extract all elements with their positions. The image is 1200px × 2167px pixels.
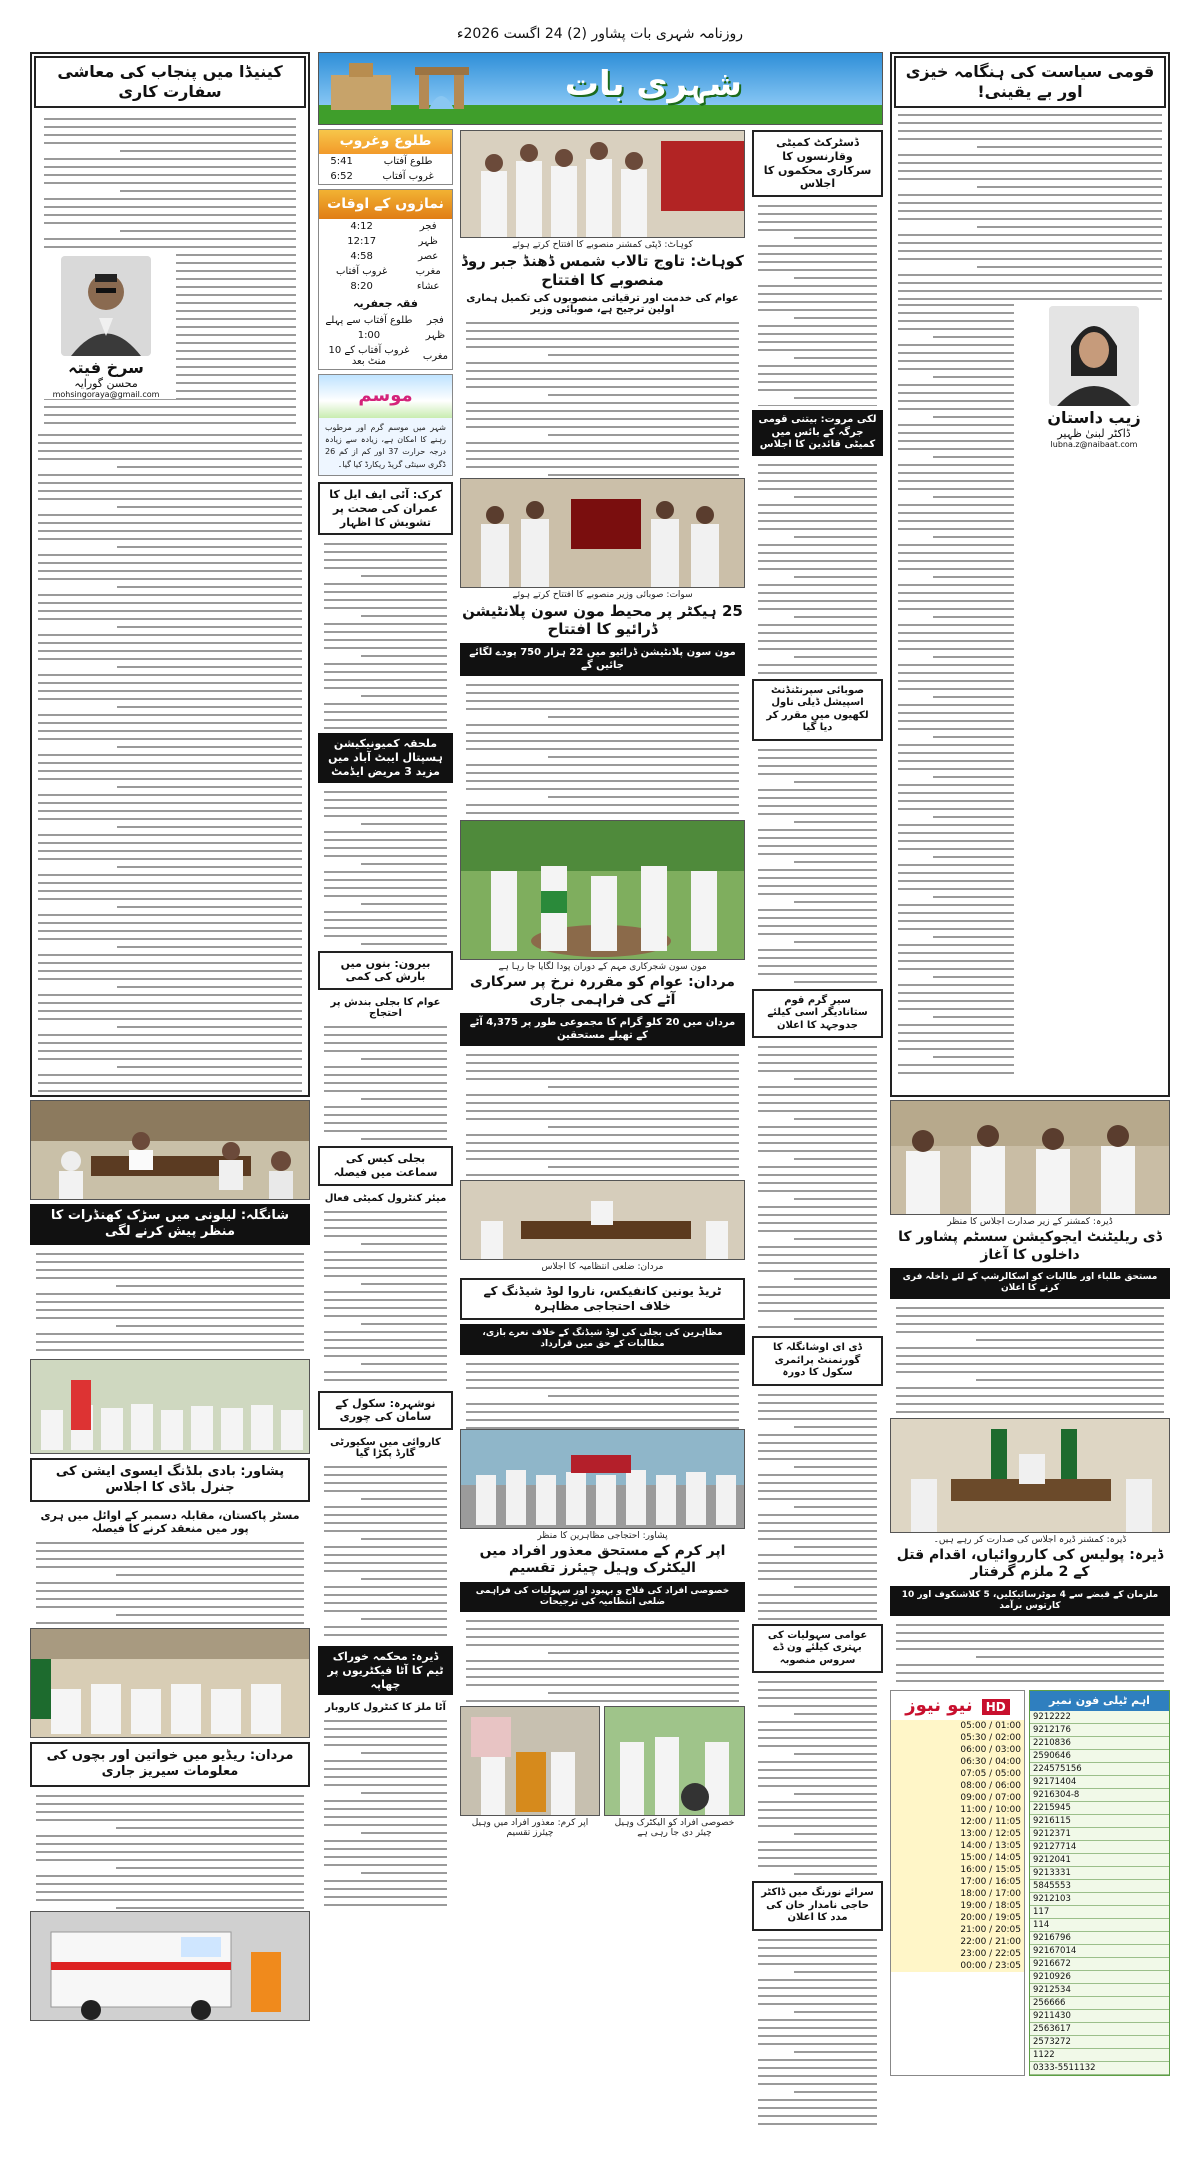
tv-schedule-time: 23:05 / 00:00 (960, 1961, 1021, 1971)
author-photo-icon (61, 256, 151, 356)
tv-schedule-row (891, 1936, 1024, 1948)
shangla-headline: شانگلہ: لیلونی میں سڑک کھنڈرات کا منظر پیش کرنے لگی (30, 1204, 310, 1245)
sunrise-row (319, 154, 452, 169)
tv-schedule-table (891, 1720, 1024, 1972)
col3-photo-6 (460, 1706, 600, 1816)
tv-schedule-time: 22:05 / 23:00 (960, 1949, 1021, 1959)
phone-number: 9210926 (1030, 1970, 1169, 1983)
right-story3-sub: ملزمان کے قبضے سے 4 موٹرسائیکلیں، 5 کلاشنکوف اور 10 کارتوس برآمد (890, 1586, 1170, 1617)
sitting-meeting-photo-icon (891, 1101, 1170, 1215)
right-caption-2: ڈیرہ: کمشنر ڈیرہ اجلاس کی صدارت کر رہے ہیں۔ (933, 1534, 1127, 1545)
left-photo-4 (30, 1911, 310, 2021)
phone-list (1030, 1711, 1169, 2075)
col3-photo-3 (460, 820, 745, 960)
col3-caption-6: اپر کرم: معذور افراد میں وہیل چیئرز تقسیم (471, 1818, 589, 1838)
phone-number: 9212041 (1030, 1853, 1169, 1866)
col4-story1-lines (752, 201, 883, 406)
tv-schedule-time: 01:00 / 05:00 (960, 1721, 1021, 1731)
commissioner-meeting-photo-icon (891, 1419, 1170, 1533)
col3-headline-3: مردان: عوام کو مقررہ نرخ پر سرکاری آٹے کی فراہمی جاری (470, 974, 735, 1008)
prayer-name: فجر (419, 221, 437, 232)
phone-row (1030, 1996, 1169, 2009)
phone-title: اہم ٹیلی فون نمبر (1030, 1691, 1169, 1711)
plaque-photo-icon (461, 479, 745, 588)
col4-story2-headline: لکی مروت: بیتنی قومی جرگہ کے بائس میں کمیٹی قائدین کا اجلاس (752, 410, 883, 456)
author-avatar (1049, 306, 1139, 406)
prayer-timings-box (318, 189, 453, 371)
phone-number: 2590646 (1030, 1749, 1169, 1762)
tv-schedule (891, 1720, 1024, 1972)
col3-caption-7: خصوصی افراد کو الیکٹرک وہیل چیئر دی جا رہی ہے (614, 1818, 735, 1838)
right-story3-lines (890, 1620, 1170, 1690)
col2-story1-lines (318, 539, 453, 729)
right-photo-2 (890, 1418, 1170, 1533)
tv-schedule-row (891, 1768, 1024, 1780)
phone-number: 2563617 (1030, 2022, 1169, 2035)
left-photo-2 (30, 1359, 310, 1454)
fiqh-name: مغرب (422, 350, 448, 362)
tv-schedule-row (891, 1816, 1024, 1828)
prayer-time: 12:17 (347, 236, 377, 247)
office-meeting-photo-icon (461, 1181, 745, 1260)
col3-headline-2: 25 ہیکٹر پر محیط مون سون پلانٹیشن ڈرائیو کا افتتاح (462, 601, 743, 639)
tv-schedule-row (891, 1720, 1024, 1732)
tv-schedule-row (891, 1852, 1024, 1864)
phone-row (1030, 1814, 1169, 1827)
phone-number: 9212222 (1030, 1711, 1169, 1724)
masthead (318, 52, 883, 125)
prayer-row (319, 279, 452, 294)
tv-schedule-row (891, 1864, 1024, 1876)
phone-number: 9216115 (1030, 1814, 1169, 1827)
phone-number: 9216796 (1030, 1931, 1169, 1944)
col3-caption-2: سوات: صوبائی وزیر منصوبے کا افتتاح کرتے ہوئے (512, 589, 693, 600)
phone-row (1030, 2048, 1169, 2061)
tv-schedule-time: 20:05 / 21:00 (960, 1925, 1021, 1935)
author-column-name: سرخ فیتہ (68, 358, 144, 377)
fiqh-name: فجر (427, 315, 444, 326)
prayer-time: 8:20 (350, 281, 373, 292)
fiqh-time: غروب آفتاب کے 10 منٹ بعد (328, 345, 410, 367)
left-photo-3 (30, 1628, 310, 1738)
wheelchair-photo-icon (461, 1707, 600, 1816)
col3-lines-2 (460, 680, 745, 820)
prayer-title: نمازوں کے اوقات (319, 190, 452, 220)
phone-number: 9211430 (1030, 2009, 1169, 2022)
col3-photo-1 (460, 130, 745, 238)
fiqh-row (319, 328, 452, 343)
column-2 (318, 52, 453, 2132)
weather-box (318, 374, 453, 476)
col4-story4-headline: سیر گرم قوم ستانادیگر اسی کیلئے جدوجہد کا اعلان (752, 989, 883, 1039)
col3-photo-6-wrap (460, 1706, 600, 1840)
col2-story6-headline: ڈیرہ: محکمہ خوراک ٹیم کا آٹا فیکٹریوں پر چھاپہ (318, 1646, 453, 1695)
col2-story3-headline: بیرون: بنوں میں بارش کی کمی (318, 951, 453, 991)
prayer-row (319, 219, 452, 234)
fiqh-name: ظہر (425, 330, 446, 341)
phone-row (1030, 1918, 1169, 1931)
phone-row (1030, 2022, 1169, 2035)
col3-lines-1 (460, 318, 745, 478)
col3-photo-7 (604, 1706, 745, 1816)
tv-schedule-time: 10:00 / 11:00 (960, 1805, 1021, 1815)
prayer-table (319, 219, 452, 294)
phone-row (1030, 1970, 1169, 1983)
protest-photo-icon (461, 1430, 745, 1529)
phone-row (1030, 1762, 1169, 1775)
left-photo-1 (30, 1100, 310, 1200)
prayer-name: عصر (418, 251, 439, 262)
col3-caption-4: مردان: ضلعی انتظامیہ کا اجلاس (541, 1262, 664, 1272)
phone-number: 9212371 (1030, 1827, 1169, 1840)
phone-row (1030, 1749, 1169, 1762)
phone-number: 9213331 (1030, 1866, 1169, 1879)
prayer-row (319, 249, 452, 264)
col2-story3-lines (318, 1022, 453, 1142)
hall-meeting-photo-icon (31, 1629, 310, 1738)
col3-lines-4 (460, 1359, 745, 1429)
fiqh-time: 1:00 (357, 330, 381, 341)
phone-row (1030, 2061, 1169, 2074)
col3-headline-5: اپر کرم کے مستحق معذور افراد میں الیکٹرک وہیل چیئرز تقسیم (479, 1542, 726, 1576)
phone-number: 114 (1030, 1918, 1169, 1931)
bodybuilding-sub: مسٹر پاکستان، مقابلہ دسمبر کے اوائل میں ہری پور میں منعقد کرنے کا فیصلہ (40, 1509, 300, 1535)
col4-story1-headline: ڈسٹرکٹ کمیٹی وقارنسوں کا سرکاری محکموں کا اجلاس (752, 130, 883, 197)
right-story2-sub: مستحق طلباء اور طالبات کو اسکالرشپ کے لئے داخلہ فری کرنے کا اعلان (890, 1268, 1170, 1299)
right-bottom-boxes (890, 1690, 1170, 2076)
tv-schedule-row (891, 1960, 1024, 1972)
col4-story3-headline: صوبائی سپرنٹنڈنٹ اسپیشل ڈیلی ناول لکھیوں میں مقرر کر دیا گیا (752, 679, 883, 741)
col3-sub-2: مون سون پلانٹیشن ڈرائیو میں 22 ہزار 750 پودے لگائے جائیں گے (460, 643, 745, 676)
column-3 (460, 130, 745, 2130)
col3-caption-1: کوہاٹ: ڈپٹی کمشنر منصوبے کا افتتاح کرتے ہوئے (512, 240, 693, 250)
col3-sub-4: مظاہرین کی بجلی کی لوڈ شیڈنگ کے خلاف نعرے بازی، مطالبات کے حق میں قرارداد (460, 1324, 745, 1355)
bodybuilding-headline: پشاور: بادی بلڈنگ ایسوی ایشن کی جنرل باڈی کا اجلاس (30, 1458, 310, 1503)
col4-story7-lines (752, 1935, 883, 2131)
tv-logo-hd: HD (982, 1699, 1010, 1715)
masthead-title: شہری بات (564, 64, 742, 104)
phone-number: 9216304-8 (1030, 1788, 1169, 1801)
tv-schedule-time: 16:05 / 17:00 (960, 1877, 1021, 1887)
col4-story7-headline: سرائے نورنگ میں ڈاکٹر حاجی نامدار خان کی مدد کا اعلان (752, 1881, 883, 1931)
left-author-box (36, 250, 176, 399)
col2-story4-lines (318, 1207, 453, 1387)
right-column (890, 52, 1170, 1097)
phone-row (1030, 1736, 1169, 1749)
tv-logo (891, 1691, 1024, 1720)
col4-story6-lines (752, 1677, 883, 1877)
col4-story4-lines (752, 1042, 883, 1332)
col3-lines-3 (460, 1050, 745, 1180)
col2-story5-sub: کاروائی میں سکیورٹی گارڈ پکڑا گیا (330, 1437, 441, 1460)
phone-number: 92127714 (1030, 1840, 1169, 1853)
tv-schedule-row (891, 1948, 1024, 1960)
left-column (30, 52, 310, 1097)
phone-row (1030, 2035, 1169, 2048)
author-avatar (61, 256, 151, 356)
phone-number: 9216672 (1030, 1957, 1169, 1970)
author-email: lubna.z@naibaat.com (1050, 440, 1138, 449)
tv-schedule-row (891, 1780, 1024, 1792)
col2-story4-headline: بجلی کیس کی سماعت میں فیصلہ (318, 1146, 453, 1186)
right-lower-column (890, 1100, 1170, 2130)
col3-caption-3: مون سون شجرکاری مہم کے دوران پودا لگایا جا رہا ہے (498, 962, 707, 972)
col3-headline-4: ٹریڈ یونین کانفیکس، ناروا لوڈ شیڈنگ کے خلاف احتجاجی مظاہرہ (460, 1278, 745, 1320)
phone-number: 92171404 (1030, 1775, 1169, 1788)
phone-row (1030, 1853, 1169, 1866)
left-lower-column (30, 1100, 310, 2130)
col3-photo-2 (460, 478, 745, 588)
prayer-row (319, 264, 452, 279)
tv-schedule-time: 17:00 / 18:00 (960, 1889, 1021, 1899)
left-headline: کینیڈا میں پنجاب کی معاشی سفارت کاری (34, 56, 306, 108)
tv-schedule-time: 15:05 / 16:00 (960, 1865, 1021, 1875)
tv-schedule-row (891, 1744, 1024, 1756)
sunset-row (319, 169, 452, 184)
col3-photo-5 (460, 1429, 745, 1529)
plantation-photo-icon (461, 821, 745, 960)
phone-row (1030, 1957, 1169, 1970)
col2-story6-lines (318, 1716, 453, 1916)
fiqh-time: طلوع آفتاب سے پہلے (325, 315, 413, 326)
col2-story2-lines (318, 787, 453, 947)
author-photo-icon (1049, 306, 1139, 406)
radio-series-headline: مردان: ریڈیو میں خواتین اور بچوں کی معلومات سیریز جاری (30, 1742, 310, 1787)
tv-schedule-time: 19:05 / 20:00 (960, 1913, 1021, 1923)
phone-number: 1122 (1030, 2048, 1169, 2061)
tv-schedule-time: 14:05 / 15:00 (960, 1853, 1021, 1863)
prayer-row (319, 234, 452, 249)
tv-schedule-time: 07:00 / 09:00 (960, 1793, 1021, 1803)
sun-table (319, 154, 452, 184)
phone-row (1030, 1866, 1169, 1879)
tv-logo-name: نیو نیوز (905, 1695, 973, 1716)
col3-headline-1: کوہاٹ: تاوج تالاب شمس ڈھنڈ جبر روڈ منصوبے کا افتتاح (461, 252, 744, 289)
right-caption-1: ڈیرہ: کمشنر کے زیر صدارت اجلاس کا منظر (947, 1217, 1113, 1227)
crowd-photo-icon (31, 1360, 310, 1454)
col4-story3-lines (752, 745, 883, 985)
prayer-name: ظہر (418, 236, 438, 247)
tv-schedule-time: 21:00 / 22:00 (960, 1937, 1021, 1947)
phone-number: 224575156 (1030, 1762, 1169, 1775)
tv-schedule-row (891, 1756, 1024, 1768)
sunrise-time: 5:41 (330, 155, 353, 167)
phone-row (1030, 2009, 1169, 2022)
col4-story5-lines (752, 1390, 883, 1620)
tv-schedule-time: 12:05 / 13:00 (960, 1829, 1021, 1839)
author-column-name: زیب داستان (1047, 408, 1141, 427)
tv-schedule-time: 18:05 / 19:00 (960, 1901, 1021, 1911)
shangla-lines (30, 1249, 310, 1359)
col4-story5-headline: ڈی ای اوشانگلہ کا گورنمنٹ پرائمری سکول کا دورہ (752, 1336, 883, 1386)
right-article-lines-1 (892, 110, 1168, 300)
tv-schedule-row (891, 1792, 1024, 1804)
phone-row (1030, 1788, 1169, 1801)
phone-number: 9212534 (1030, 1983, 1169, 1996)
col3-sub-3: مردان میں 20 کلو گرام کا مجموعی طور پر 4,375 آٹے کے تھیلے مستحقین (460, 1013, 745, 1046)
right-article-lines-2 (892, 300, 1020, 1080)
right-headline: قومی سیاست کی ہنگامہ خیزی اور بے یقینی! (894, 56, 1166, 108)
tv-schedule-time: 06:00 / 08:00 (960, 1781, 1021, 1791)
phone-table (1030, 1711, 1169, 2075)
phone-numbers-box (1029, 1690, 1170, 2076)
tv-schedule-row (891, 1876, 1024, 1888)
author-name: محسن گورایہ (74, 377, 138, 390)
right-story2-headline: ڈی ریلیٹنٹ ایجوکیشن سسٹم پشاور کا داخلوں کا آغاز (898, 1229, 1162, 1263)
col3-sub-1: عوام کی خدمت اور ترقیاتی منصوبوں کی تکمیل ہماری اولین ترجیح ہے، صوبائی وزیر (466, 292, 739, 315)
sun-timings-box (318, 129, 453, 185)
ambulance-photo-icon (31, 1912, 310, 2021)
tv-schedule-row (891, 1732, 1024, 1744)
col2-story3-sub: عوام کا بجلی بندش پر احتجاج (330, 997, 441, 1020)
tv-schedule-box (890, 1690, 1025, 2076)
phone-number: 117 (1030, 1905, 1169, 1918)
tv-schedule-row (891, 1900, 1024, 1912)
phone-number: 256666 (1030, 1996, 1169, 2009)
radio-lines (30, 1791, 310, 1911)
phone-row (1030, 1892, 1169, 1905)
inauguration-photo-icon (461, 131, 745, 238)
left-article-lines-2 (32, 430, 308, 1097)
tv-schedule-time: 03:00 / 06:00 (960, 1745, 1021, 1755)
col2-story5-headline: نوشہرہ: سکول کے سامان کی چوری (318, 1391, 453, 1431)
phone-row (1030, 1723, 1169, 1736)
phone-row (1030, 1775, 1169, 1788)
phone-row (1030, 1905, 1169, 1918)
col2-story4-sub: میئر کنٹرول کمیٹی فعال (324, 1192, 447, 1204)
phone-number: 92167014 (1030, 1944, 1169, 1957)
tv-schedule-time: 05:00 / 07:05 (960, 1769, 1021, 1779)
prayer-time: 4:58 (350, 251, 373, 262)
phone-row (1030, 1827, 1169, 1840)
fiqh-table (319, 313, 452, 369)
tv-schedule-row (891, 1840, 1024, 1852)
sunset-label: غروب آفتاب (382, 170, 434, 182)
col3-sub-5: خصوصی افراد کی فلاح و بہبود اور سہولیات کی فراہمی ضلعی انتظامیہ کی ترجیحات (460, 1582, 745, 1613)
tv-schedule-time: 02:00 / 05:30 (960, 1733, 1021, 1743)
fiqh-row (319, 343, 452, 369)
phone-row (1030, 1801, 1169, 1814)
tv-schedule-row (891, 1828, 1024, 1840)
tv-schedule-row (891, 1804, 1024, 1816)
phone-row (1030, 1711, 1169, 1724)
right-author-box (1024, 300, 1164, 449)
tv-schedule-row (891, 1912, 1024, 1924)
right-photo-1 (890, 1100, 1170, 1215)
wheelchair-handover-photo-icon (605, 1707, 745, 1816)
col3-lines-5 (460, 1616, 745, 1706)
sun-title: طلوع وغروب (319, 130, 452, 154)
prayer-name: مغرب (415, 266, 441, 277)
phone-number: 2210836 (1030, 1736, 1169, 1749)
phone-number: 9212176 (1030, 1723, 1169, 1736)
column-4 (752, 130, 883, 2130)
col3-photo-7-wrap (604, 1706, 745, 1840)
phone-row (1030, 1931, 1169, 1944)
tv-schedule-time: 13:05 / 14:00 (960, 1841, 1021, 1851)
dateline: روزنامہ شہری بات پشاور (2) 24 اگست 2026ء (456, 26, 744, 42)
tv-schedule-row (891, 1924, 1024, 1936)
col2-story1-headline: کرک: آئی ایف ایل کا عمران کی صحت پر تشویش کا اظہار (318, 482, 453, 535)
prayer-time: 4:12 (350, 221, 373, 232)
meeting-photo-icon (31, 1101, 310, 1200)
phone-row (1030, 1983, 1169, 1996)
author-name: ڈاکٹر لبنیٰ ظہیر (1057, 427, 1131, 440)
tv-schedule-time: 11:05 / 12:00 (960, 1817, 1021, 1827)
prayer-time: غروب آفتاب (336, 266, 388, 277)
weather-title: موسم (319, 375, 452, 418)
fiqh-label: فقہ جعفریہ (353, 297, 418, 310)
right-story2-lines (890, 1303, 1170, 1418)
col4-story6-headline: عوامی سہولیات کی بہتری کیلئے ون ڈے سروس منصوبہ (752, 1624, 883, 1674)
phone-number: 0333-5511132 (1030, 2061, 1169, 2074)
phone-number: 9212103 (1030, 1892, 1169, 1905)
right-story3-headline: ڈیرہ: پولیس کی کارروائیاں، اقدام قتل کے 2 ملزم گرفتار (896, 1546, 1164, 1580)
col2-story2-headline: ملحقہ کمیونیکیشن ہسپتال ایبٹ آباد میں مزید 3 مریض ایڈمٹ (318, 733, 453, 782)
fiqh-row (319, 313, 452, 328)
col4-story2-lines (752, 460, 883, 675)
prayer-name: عشاء (416, 281, 440, 292)
col3-photo-pair (460, 1706, 745, 1840)
phone-number: 5845553 (1030, 1879, 1169, 1892)
sunset-time: 6:52 (330, 170, 353, 182)
phone-number: 2215945 (1030, 1801, 1169, 1814)
tv-schedule-row (891, 1888, 1024, 1900)
col3-photo-4 (460, 1180, 745, 1260)
tv-schedule-time: 04:00 / 06:30 (960, 1757, 1021, 1767)
phone-row (1030, 1944, 1169, 1957)
weather-text: شہر میں موسم گرم اور مرطوب رہنے کا امکان ہے، زیادہ سے زیادہ درجہ حرارت 37 اور کم از کم 26 ڈگری سینٹی گریڈ ریکارڈ کیا گیا۔ (319, 418, 452, 476)
col2-story5-lines (318, 1462, 453, 1642)
phone-number: 2573272 (1030, 2035, 1169, 2048)
col2-story6-sub: آٹا ملز کا کنٹرول کاروبار (325, 1702, 446, 1714)
bodybuilding-lines (30, 1538, 310, 1628)
author-email: mohsingoraya@gmail.com (52, 390, 160, 399)
sunrise-label: طلوع آفتاب (383, 155, 433, 167)
col3-caption-5: پشاور: احتجاجی مظاہرین کا منظر (537, 1530, 668, 1541)
phone-row (1030, 1879, 1169, 1892)
phone-row (1030, 1840, 1169, 1853)
